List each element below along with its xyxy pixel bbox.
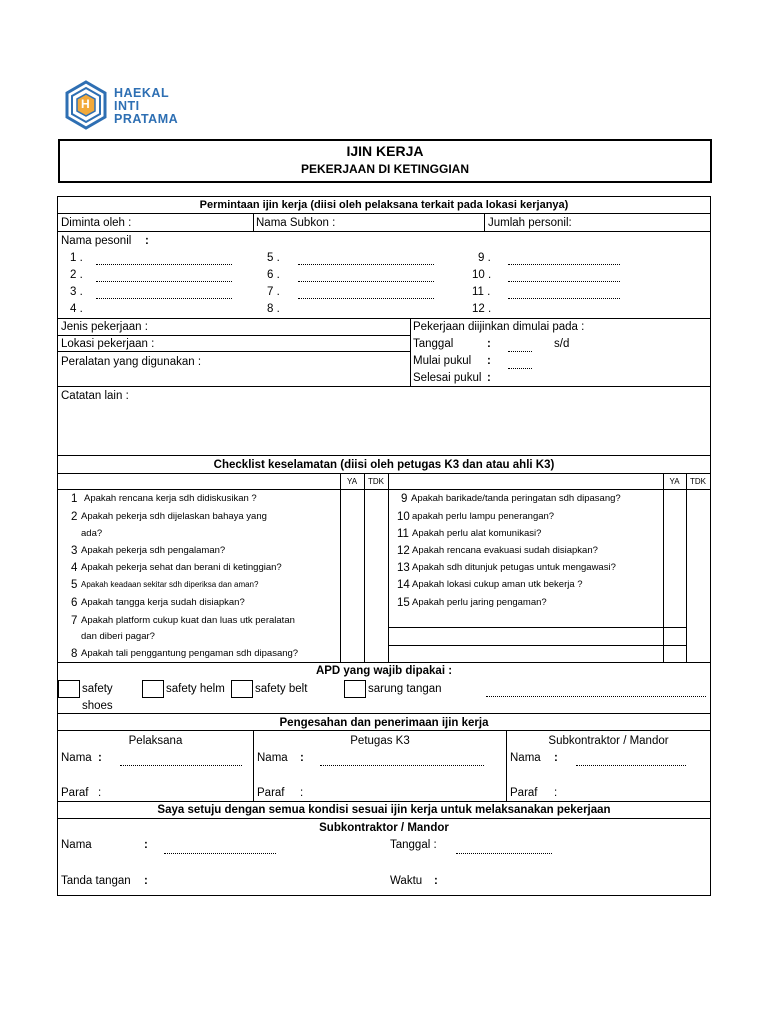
apd-checkbox-safety-shoes[interactable] bbox=[58, 680, 80, 698]
ya-header-right: YA bbox=[669, 477, 680, 486]
approval-col-pelaksana: Pelaksana bbox=[128, 735, 183, 747]
agreement-subheader: Subkontraktor / Mandor bbox=[319, 822, 449, 834]
ya-checkbox-column-right[interactable] bbox=[664, 490, 686, 662]
checklist-item: Apakah pekerja sehat dan berani di ketinggian? bbox=[81, 562, 282, 573]
checklist-num: 6 bbox=[71, 597, 78, 609]
logo-line-2: INTI bbox=[114, 99, 140, 113]
paraf-colon: : bbox=[554, 787, 558, 799]
checklist-num: 9 bbox=[401, 493, 408, 505]
apd-label: safety belt bbox=[255, 683, 308, 695]
pelaksana-nama-input[interactable] bbox=[120, 765, 242, 766]
personnel-num: 9 . bbox=[478, 252, 491, 264]
nama-colon: : bbox=[98, 752, 102, 764]
nama-colon: : bbox=[554, 752, 558, 764]
checklist-item: Apakah platform cukup kuat dan luas utk peralatan bbox=[81, 615, 295, 626]
personnel-names-colon: : bbox=[145, 235, 149, 247]
start-allowed-label: Pekerjaan diijinkan dimulai pada : bbox=[413, 321, 585, 333]
apd-label: safety bbox=[82, 683, 113, 695]
checklist-header: Checklist keselamatan (diisi oleh petugas K3 dan atau ahli K3) bbox=[213, 459, 555, 471]
agreement-nama-label: Nama bbox=[61, 839, 92, 851]
job-type-field[interactable]: Jenis pekerjaan : bbox=[61, 321, 148, 333]
checklist-num: 15 bbox=[397, 597, 410, 609]
checklist-item: Apakah perlu alat komunikasi? bbox=[412, 528, 542, 539]
checklist-item: Apakah pekerja sdh pengalaman? bbox=[81, 545, 226, 556]
checklist-num: 11 bbox=[397, 528, 409, 540]
paraf-colon: : bbox=[300, 787, 304, 799]
personnel-name-input[interactable] bbox=[508, 264, 620, 265]
checklist-num: 10 bbox=[397, 511, 410, 523]
petugas-nama-input[interactable] bbox=[320, 765, 484, 766]
checklist-item: apakah perlu lampu penerangan? bbox=[412, 511, 555, 522]
checklist-num: 1 bbox=[71, 493, 78, 505]
subcon-name-field[interactable]: Nama Subkon : bbox=[256, 217, 336, 229]
tdk-header-left: TDK bbox=[368, 477, 384, 486]
apd-label: safety helm bbox=[166, 683, 225, 695]
personnel-num: 10 . bbox=[472, 269, 492, 281]
paraf-label: Paraf bbox=[61, 787, 89, 799]
start-time-colon: : bbox=[487, 355, 491, 367]
checklist-num: 14 bbox=[397, 579, 410, 591]
nama-label: Nama bbox=[257, 752, 288, 764]
date-label: Tanggal bbox=[413, 338, 454, 350]
paraf-label: Paraf bbox=[257, 787, 285, 799]
date-input[interactable] bbox=[508, 351, 532, 352]
apd-checkbox-safety-helm[interactable] bbox=[142, 680, 164, 698]
personnel-num: 12 . bbox=[472, 303, 492, 315]
requested-by-field[interactable]: Diminta oleh : bbox=[61, 217, 132, 229]
apd-header: APD yang wajib dipakai : bbox=[315, 665, 453, 677]
equipment-field[interactable]: Peralatan yang digunakan : bbox=[61, 356, 202, 368]
agreement-nama-input[interactable] bbox=[164, 853, 276, 854]
personnel-num: 8 . bbox=[267, 303, 280, 315]
end-time-label: Selesai pukul bbox=[413, 372, 482, 384]
checklist-item: Apakah barikade/tanda peringatan sdh dipasang? bbox=[411, 493, 621, 504]
agreement-tanggal-label: Tanggal : bbox=[390, 839, 437, 851]
personnel-num: 11 . bbox=[472, 286, 491, 298]
personnel-num: 4 . bbox=[70, 303, 83, 315]
tdk-header-right: TDK bbox=[690, 477, 706, 486]
ya-checkbox-column-left[interactable] bbox=[341, 490, 364, 662]
logo-letter: H bbox=[81, 97, 90, 111]
nama-label: Nama bbox=[510, 752, 541, 764]
personnel-num: 3 . bbox=[70, 286, 83, 298]
job-location-field[interactable]: Lokasi pekerjaan : bbox=[61, 338, 155, 350]
agreement-signature-colon: : bbox=[144, 875, 148, 887]
personnel-num: 1 . bbox=[70, 252, 83, 264]
checklist-item: dan diberi pagar? bbox=[81, 631, 155, 642]
nama-label: Nama bbox=[61, 752, 92, 764]
request-section-header: Permintaan ijin kerja (diisi oleh pelaksana terkait pada lokasi kerjanya) bbox=[199, 199, 569, 211]
personnel-name-input[interactable] bbox=[298, 264, 434, 265]
agreement-header: Saya setuju dengan semua kondisi sesuai ijin kerja untuk melaksanakan pekerjaan bbox=[157, 804, 611, 816]
agreement-tanggal-input[interactable] bbox=[456, 853, 552, 854]
apd-checkbox-sarung-tangan[interactable] bbox=[344, 680, 366, 698]
checklist-item: Apakah pekerja sdh dijelaskan bahaya yang bbox=[81, 511, 267, 522]
personnel-num: 5 . bbox=[267, 252, 280, 264]
checklist-num: 2 bbox=[71, 511, 78, 523]
personnel-name-input[interactable] bbox=[96, 281, 232, 282]
checklist-num: 8 bbox=[71, 648, 78, 660]
checklist-num: 7 bbox=[71, 615, 78, 627]
end-time-colon: : bbox=[487, 372, 491, 384]
personnel-name-input[interactable] bbox=[298, 298, 434, 299]
checklist-item: Apakah sdh ditunjuk petugas untuk mengawasi? bbox=[412, 562, 616, 573]
approval-header: Pengesahan dan penerimaan ijin kerja bbox=[279, 717, 489, 729]
agreement-waktu-colon: : bbox=[434, 875, 438, 887]
paraf-label: Paraf bbox=[510, 787, 538, 799]
paraf-colon: : bbox=[98, 787, 102, 799]
subkon-nama-input[interactable] bbox=[576, 765, 686, 766]
ya-header-left: YA bbox=[346, 477, 358, 486]
checklist-item: Apakah rencana evakuasi sudah disiapkan? bbox=[412, 545, 598, 556]
start-time-input[interactable] bbox=[508, 368, 532, 369]
date-colon: : bbox=[487, 338, 491, 350]
personnel-names-label: Nama pesonil bbox=[61, 235, 132, 247]
personnel-name-input[interactable] bbox=[96, 264, 232, 265]
apd-label: sarung tangan bbox=[368, 683, 442, 695]
checklist-item: Apakah rencana kerja sdh didiskusikan ? bbox=[84, 493, 257, 504]
checklist-num: 4 bbox=[71, 562, 78, 574]
apd-label: shoes bbox=[82, 700, 113, 712]
form-title: IJIN KERJA bbox=[346, 143, 424, 159]
apd-checkbox-safety-belt[interactable] bbox=[231, 680, 253, 698]
personnel-num: 7 . bbox=[267, 286, 280, 298]
approval-col-subkontraktor: Subkontraktor / Mandor bbox=[548, 735, 669, 747]
checklist-num: 5 bbox=[71, 579, 78, 591]
checklist-item: Apakah lokasi cukup aman utk bekerja ? bbox=[412, 579, 583, 590]
logo-line-3: PRATAMA bbox=[114, 112, 179, 126]
agreement-nama-colon: : bbox=[144, 839, 148, 851]
checklist-num: 12 bbox=[397, 545, 410, 557]
start-time-label: Mulai pukul bbox=[413, 355, 472, 367]
approval-col-petugas-k3: Petugas K3 bbox=[350, 735, 410, 747]
personnel-name-input[interactable] bbox=[508, 298, 620, 299]
personnel-num: 2 . bbox=[70, 269, 83, 281]
checklist-item: Apakah tangga kerja sudah disiapkan? bbox=[81, 597, 245, 608]
checklist-num: 3 bbox=[71, 545, 78, 557]
logo-line-1: HAEKAL bbox=[114, 86, 170, 100]
personnel-count-field[interactable]: Jumlah personil: bbox=[488, 217, 572, 229]
checklist-item: Apakah tali penggantung pengaman sdh dipasang? bbox=[81, 648, 299, 659]
checklist-item: ada? bbox=[81, 528, 103, 539]
sd-label: s/d bbox=[554, 338, 570, 350]
other-notes-field[interactable]: Catatan lain : bbox=[61, 390, 129, 402]
form-subtitle: PEKERJAAN DI KETINGGIAN bbox=[300, 162, 470, 176]
personnel-name-input[interactable] bbox=[508, 281, 620, 282]
agreement-signature-label: Tanda tangan bbox=[61, 875, 131, 887]
personnel-name-input[interactable] bbox=[298, 281, 434, 282]
tdk-checkbox-column-left[interactable] bbox=[365, 490, 388, 662]
personnel-name-input[interactable] bbox=[96, 298, 232, 299]
checklist-item: Apakah keadaan sekitar sdh diperiksa dan aman? bbox=[81, 580, 259, 589]
checklist-item: Apakah perlu jaring pengaman? bbox=[412, 597, 547, 608]
nama-colon: : bbox=[300, 752, 304, 764]
agreement-waktu-label: Waktu bbox=[390, 875, 423, 887]
checklist-num: 13 bbox=[397, 562, 410, 574]
tdk-checkbox-column-right[interactable] bbox=[687, 490, 709, 662]
company-logo bbox=[64, 80, 194, 130]
personnel-num: 6 . bbox=[267, 269, 280, 281]
apd-other-input[interactable] bbox=[486, 696, 706, 697]
